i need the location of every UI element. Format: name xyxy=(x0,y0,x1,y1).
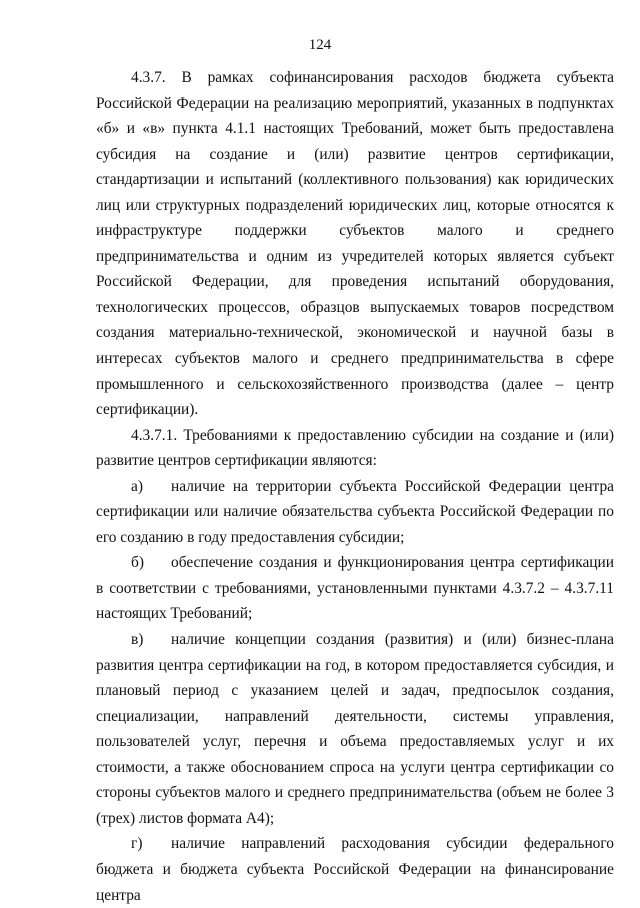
list-item-marker: а) xyxy=(131,477,143,495)
paragraph-4-3-7-1: 4.3.7.1. Требованиями к предоставлению субсидии на создание и (или) развитие центров сертификации являются: xyxy=(96,426,614,470)
paragraph-4-3-7: 4.3.7. В рамках софинансирования расходов бюджета субъекта Российской Федерации на реализацию мероприятий, указанных в подпунктах «б» и «в» пункта 4.1.1 настоящих Требований, может быть предоставлена субсидия на создание и (или) развитие центров сертификации, стандартизации и испытаний (коллективного пользования) как юридических лиц или структурных подразделений юридических лиц, которые относятся к инфраструктуре поддержки субъектов малого и среднего предпринимательства и одним из учредителей которых является субъект Российской Федерации, для проведения испытаний оборудования, технологических процессов, образцов выпускаемых товаров посредством создания материально-технической, экономической и научной базы в интересах субъектов малого и среднего предпринимательства в сфере промышленного и сельскохозяйственного производства (далее – центр сертификации). xyxy=(96,69,614,419)
list-item-g xyxy=(96,831,614,908)
list-item-marker: б) xyxy=(131,554,144,572)
list-item-text: наличие концепции создания (развития) и (или) бизнес-плана развития центра сертификации на год, в котором предоставляется субсидия, и плановый период с указанием целей и задач, предпосылок создания, специализации, направлений деятельности, системы управления, пользователей услуг, перечня и объема предоставляемых услуг и их стоимости, а также обоснованием спроса на услуги центра сертификации со стороны субъектов малого и среднего предпринимательства (объем не более 3 (трех) листов формата А4); xyxy=(96,631,614,827)
document-body xyxy=(96,65,614,908)
page-number: 124 xyxy=(308,37,332,53)
list-item-text: наличие на территории субъекта Российской Федерации центра сертификации или наличие обязательства субъекта Российской Федерации по его созданию в году предоставления субсидии; xyxy=(96,477,614,546)
list-item-a xyxy=(96,474,614,551)
list-item-text: обеспечение создания и функционирования центра сертификации в соответствии с требованиями, установленными пунктами 4.3.7.2 – 4.3.7.11 настоящих Требований; xyxy=(96,554,614,623)
list-item-marker: г) xyxy=(131,835,143,853)
list-item-text: наличие направлений расходования субсидии федерального бюджета и бюджета субъекта Российской Федерации на финансирование центра xyxy=(96,835,614,904)
list-item-v xyxy=(96,627,614,831)
list-item-marker: в) xyxy=(131,631,144,649)
list-item-b xyxy=(96,550,614,627)
